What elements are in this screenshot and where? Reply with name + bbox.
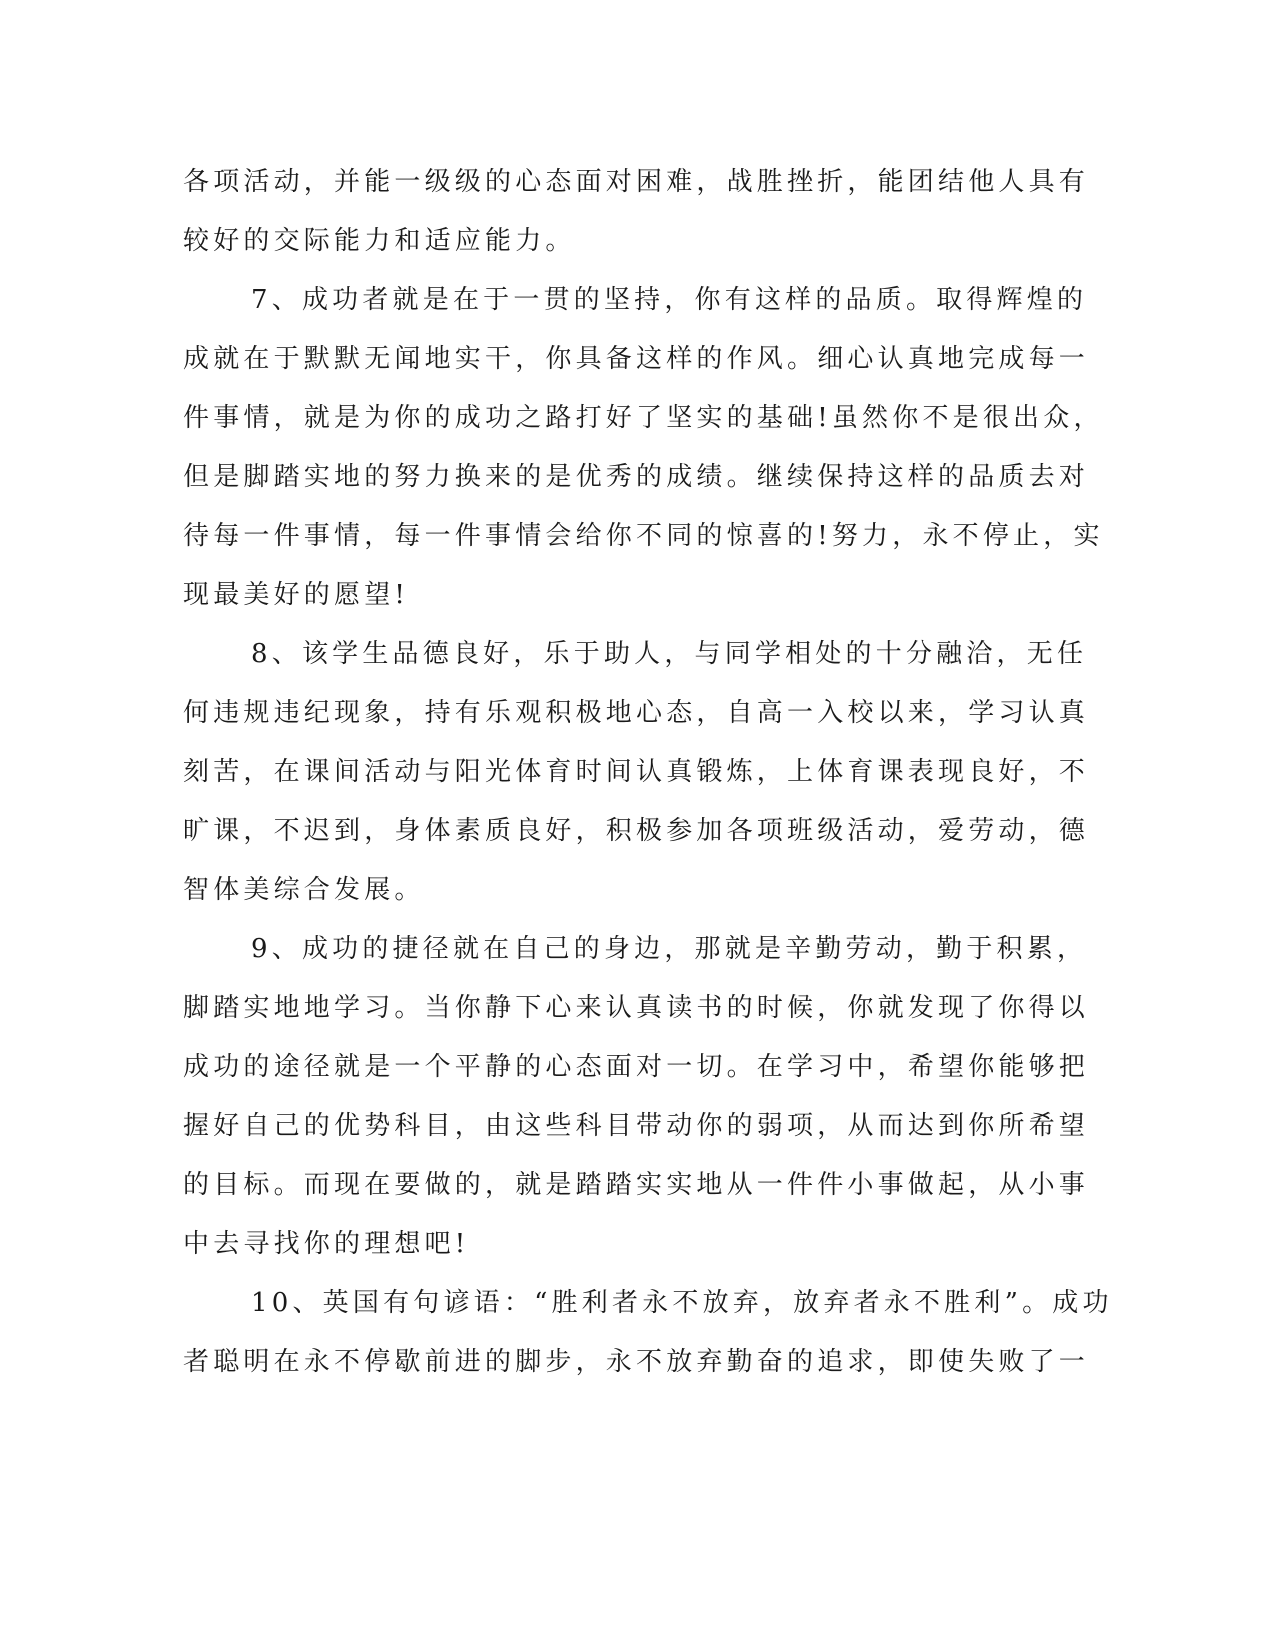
text-line: 的目标。而现在要做的，就是踏踏实实地从一件件小事做起，从小事 — [183, 1170, 1090, 1200]
paragraph-9-first-line: 9、成功的捷径就在自己的身边，那就是辛勤劳动，勤于积累， — [251, 934, 1088, 964]
text-line: 握好自己的优势科目，由这些科目带动你的弱项，从而达到你所希望 — [183, 1111, 1090, 1141]
text-line: 件事情，就是为你的成功之路打好了坚实的基础!虽然你不是很出众， — [183, 403, 1104, 433]
paragraph-10-first-line: 10、英国有句谚语：“胜利者永不放弃，放弃者永不胜利”。成功 — [251, 1288, 1113, 1318]
text-line: 中去寻找你的理想吧! — [183, 1229, 470, 1259]
document-body — [183, 153, 1113, 1392]
text-line: 旷课，不迟到，身体素质良好，积极参加各项班级活动，爱劳动，德 — [183, 816, 1090, 846]
text-line: 脚踏实地地学习。当你静下心来认真读书的时候，你就发现了你得以 — [183, 993, 1090, 1023]
text-line: 成功的途径就是一个平静的心态面对一切。在学习中，希望你能够把 — [183, 1052, 1090, 1082]
text-line: 较好的交际能力和适应能力。 — [183, 226, 576, 256]
text-line: 但是脚踏实地的努力换来的是优秀的成绩。继续保持这样的品质去对 — [183, 462, 1090, 492]
text-line: 何违规违纪现象，持有乐观积极地心态，自高一入校以来，学习认真 — [183, 698, 1090, 728]
text-line: 现最美好的愿望! — [183, 580, 410, 610]
text-line: 成就在于默默无闻地实干，你具备这样的作风。细心认真地完成每一 — [183, 344, 1090, 374]
text-line: 各项活动，并能一级级的心态面对困难，战胜挫折，能团结他人具有 — [183, 167, 1090, 197]
text-line: 刻苦，在课间活动与阳光体育时间认真锻炼，上体育课表现良好，不 — [183, 757, 1090, 787]
text-line: 智体美综合发展。 — [183, 875, 425, 905]
text-line: 者聪明在永不停歇前进的脚步，永不放弃勤奋的追求，即使失败了一 — [183, 1347, 1090, 1377]
text-line: 待每一件事情，每一件事情会给你不同的惊喜的!努力，永不停止，实 — [183, 521, 1104, 551]
paragraph-8-first-line: 8、该学生品德良好，乐于助人，与同学相处的十分融洽，无任 — [251, 639, 1088, 669]
paragraph-7-first-line: 7、成功者就是在于一贯的坚持，你有这样的品质。取得辉煌的 — [251, 285, 1088, 315]
